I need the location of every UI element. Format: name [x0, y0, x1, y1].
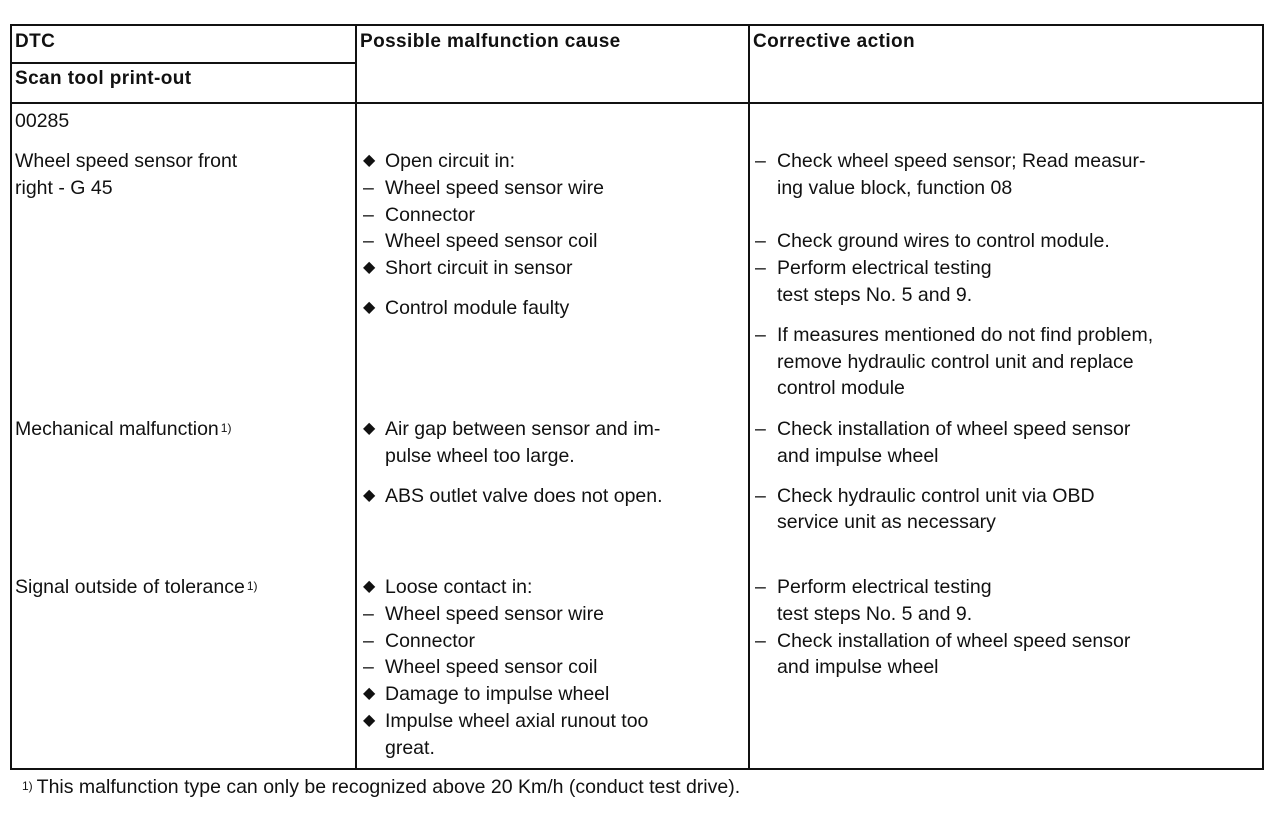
diamond-bullet-icon: ◆	[363, 685, 376, 703]
list-item	[755, 375, 1255, 402]
footnote-ref: 1)	[246, 579, 258, 593]
list-item	[755, 175, 1255, 202]
diamond-bullet-icon: ◆	[363, 486, 376, 504]
list-item	[755, 228, 1255, 255]
list-item-text: Check ground wires to control module.	[777, 230, 1110, 253]
list-item	[363, 148, 743, 175]
dash-marker: –	[363, 629, 374, 652]
dtc-code: 00285	[15, 110, 70, 132]
group-spacer	[363, 470, 743, 483]
dash-marker: –	[755, 257, 766, 280]
list-item-text: Short circuit in sensor	[385, 257, 573, 280]
list-item-text: Wheel speed sensor coil	[385, 656, 598, 679]
row-1-dtc-description	[15, 148, 237, 202]
dash-marker: –	[755, 484, 766, 507]
row-3-actions	[755, 574, 1255, 681]
list-item	[755, 509, 1255, 536]
dtc-line: Wheel speed sensor front	[15, 150, 238, 172]
list-item	[363, 175, 743, 202]
list-item-text: Damage to impulse wheel	[385, 683, 610, 706]
list-item-text: If measures mentioned do not find problem,	[777, 323, 1154, 346]
list-item-text: test steps No. 5 and 9.	[777, 283, 973, 306]
dash-marker: –	[755, 323, 766, 346]
list-item-text: Perform electrical testing	[777, 257, 992, 280]
list-item	[363, 574, 743, 601]
header-corrective-action: Corrective action	[753, 31, 916, 52]
list-item	[363, 255, 743, 282]
table-top-border	[10, 24, 1264, 26]
list-item-text: and impulse wheel	[777, 656, 939, 679]
list-item	[755, 255, 1255, 282]
list-item	[363, 628, 743, 655]
footnote	[22, 776, 740, 799]
list-item-text: Wheel speed sensor coil	[385, 230, 598, 253]
list-item	[755, 202, 1255, 229]
list-item	[755, 148, 1255, 175]
dash-marker: –	[755, 230, 766, 253]
diamond-bullet-icon: ◆	[363, 420, 376, 437]
list-item-text: Check installation of wheel speed sensor	[777, 629, 1131, 652]
dash-marker: –	[363, 203, 374, 226]
dash-marker: –	[363, 230, 374, 253]
list-item-text: pulse wheel too large.	[385, 444, 575, 467]
table-right-border	[1262, 24, 1264, 770]
dash-marker: –	[363, 656, 374, 679]
dtc-line: Mechanical malfunction	[15, 418, 219, 440]
diamond-bullet-icon: ◆	[363, 711, 376, 729]
list-item-text: Wheel speed sensor wire	[385, 176, 604, 199]
row-1-causes	[363, 148, 743, 322]
diamond-bullet-icon: ◆	[363, 259, 376, 277]
dash-marker: –	[755, 629, 766, 652]
dtc-line: right - G 45	[15, 176, 113, 199]
list-item	[755, 483, 1255, 510]
list-item-text: Wheel speed sensor wire	[385, 602, 604, 625]
list-item-text: Connector	[385, 203, 475, 226]
table-bottom-border	[10, 768, 1264, 770]
table-left-border	[10, 24, 12, 770]
list-item-text: Open circuit in:	[385, 150, 516, 172]
list-item	[755, 443, 1255, 470]
header-possible-cause: Possible malfunction cause	[360, 31, 621, 52]
header-scan-tool-printout: Scan tool print-out	[15, 68, 192, 89]
dash-marker: –	[363, 176, 374, 199]
list-item-text: Check installation of wheel speed sensor	[777, 418, 1131, 440]
column-divider-1	[355, 24, 357, 770]
list-item-text: ing value block, function 08	[777, 176, 1013, 199]
list-item	[755, 601, 1255, 628]
dash-marker: –	[755, 576, 766, 598]
group-spacer	[363, 282, 743, 295]
list-item	[363, 228, 743, 255]
header-sub-divider	[10, 62, 356, 64]
column-divider-2	[748, 24, 750, 770]
list-item-text: test steps No. 5 and 9.	[777, 602, 973, 625]
diamond-bullet-icon: ◆	[363, 578, 376, 595]
list-item	[363, 654, 743, 681]
row-3-causes	[363, 574, 743, 762]
row-2-dtc-description	[15, 416, 231, 445]
dash-marker: –	[755, 418, 766, 440]
list-item-text: remove hydraulic control unit and replace	[777, 350, 1134, 373]
list-item-text: Check wheel speed sensor; Read measur-	[777, 150, 1146, 172]
list-item	[363, 735, 743, 762]
header-bottom-border	[10, 102, 1264, 104]
list-item	[755, 574, 1255, 601]
footnote-ref: 1)	[220, 421, 232, 435]
footnote-marker: 1)	[22, 779, 33, 793]
list-item-text: control module	[777, 377, 905, 400]
list-item	[755, 322, 1255, 349]
footnote-text: This malfunction type can only be recognized above 20 Km/h (conduct test drive).	[36, 776, 741, 798]
diamond-bullet-icon: ◆	[363, 152, 376, 169]
row-2-causes	[363, 416, 743, 509]
list-item	[755, 628, 1255, 655]
list-item	[755, 349, 1255, 376]
list-item	[363, 483, 743, 510]
dtc-line: Signal outside of tolerance	[15, 576, 245, 598]
list-item	[755, 416, 1255, 443]
list-item-text: Check hydraulic control unit via OBD	[777, 484, 1095, 507]
list-item-text: Connector	[385, 629, 475, 652]
row-2-actions	[755, 416, 1255, 536]
list-item-text: service unit as necessary	[777, 511, 996, 534]
list-item	[363, 295, 743, 322]
list-item-text: Perform electrical testing	[777, 576, 992, 598]
group-spacer	[755, 470, 1255, 483]
list-item	[363, 416, 743, 443]
list-item-text: Control module faulty	[385, 296, 570, 319]
group-spacer	[755, 309, 1255, 322]
list-item	[755, 654, 1255, 681]
list-item	[363, 681, 743, 708]
list-item-text: great.	[385, 736, 435, 759]
diamond-bullet-icon: ◆	[363, 298, 376, 316]
list-item	[363, 708, 743, 735]
dash-marker: –	[755, 150, 766, 172]
list-item	[363, 202, 743, 229]
list-item-text: ABS outlet valve does not open.	[385, 484, 663, 507]
row-1-actions	[755, 148, 1255, 402]
list-item-text: and impulse wheel	[777, 444, 939, 467]
list-item	[755, 282, 1255, 309]
header-dtc: DTC	[15, 31, 56, 52]
list-item	[363, 443, 743, 470]
list-item-text: Loose contact in:	[385, 576, 533, 598]
dash-marker: –	[363, 602, 374, 625]
list-item	[363, 601, 743, 628]
list-item-text: Impulse wheel axial runout too	[385, 709, 649, 732]
row-3-dtc-description	[15, 574, 258, 603]
list-item-text: Air gap between sensor and im-	[385, 418, 661, 440]
